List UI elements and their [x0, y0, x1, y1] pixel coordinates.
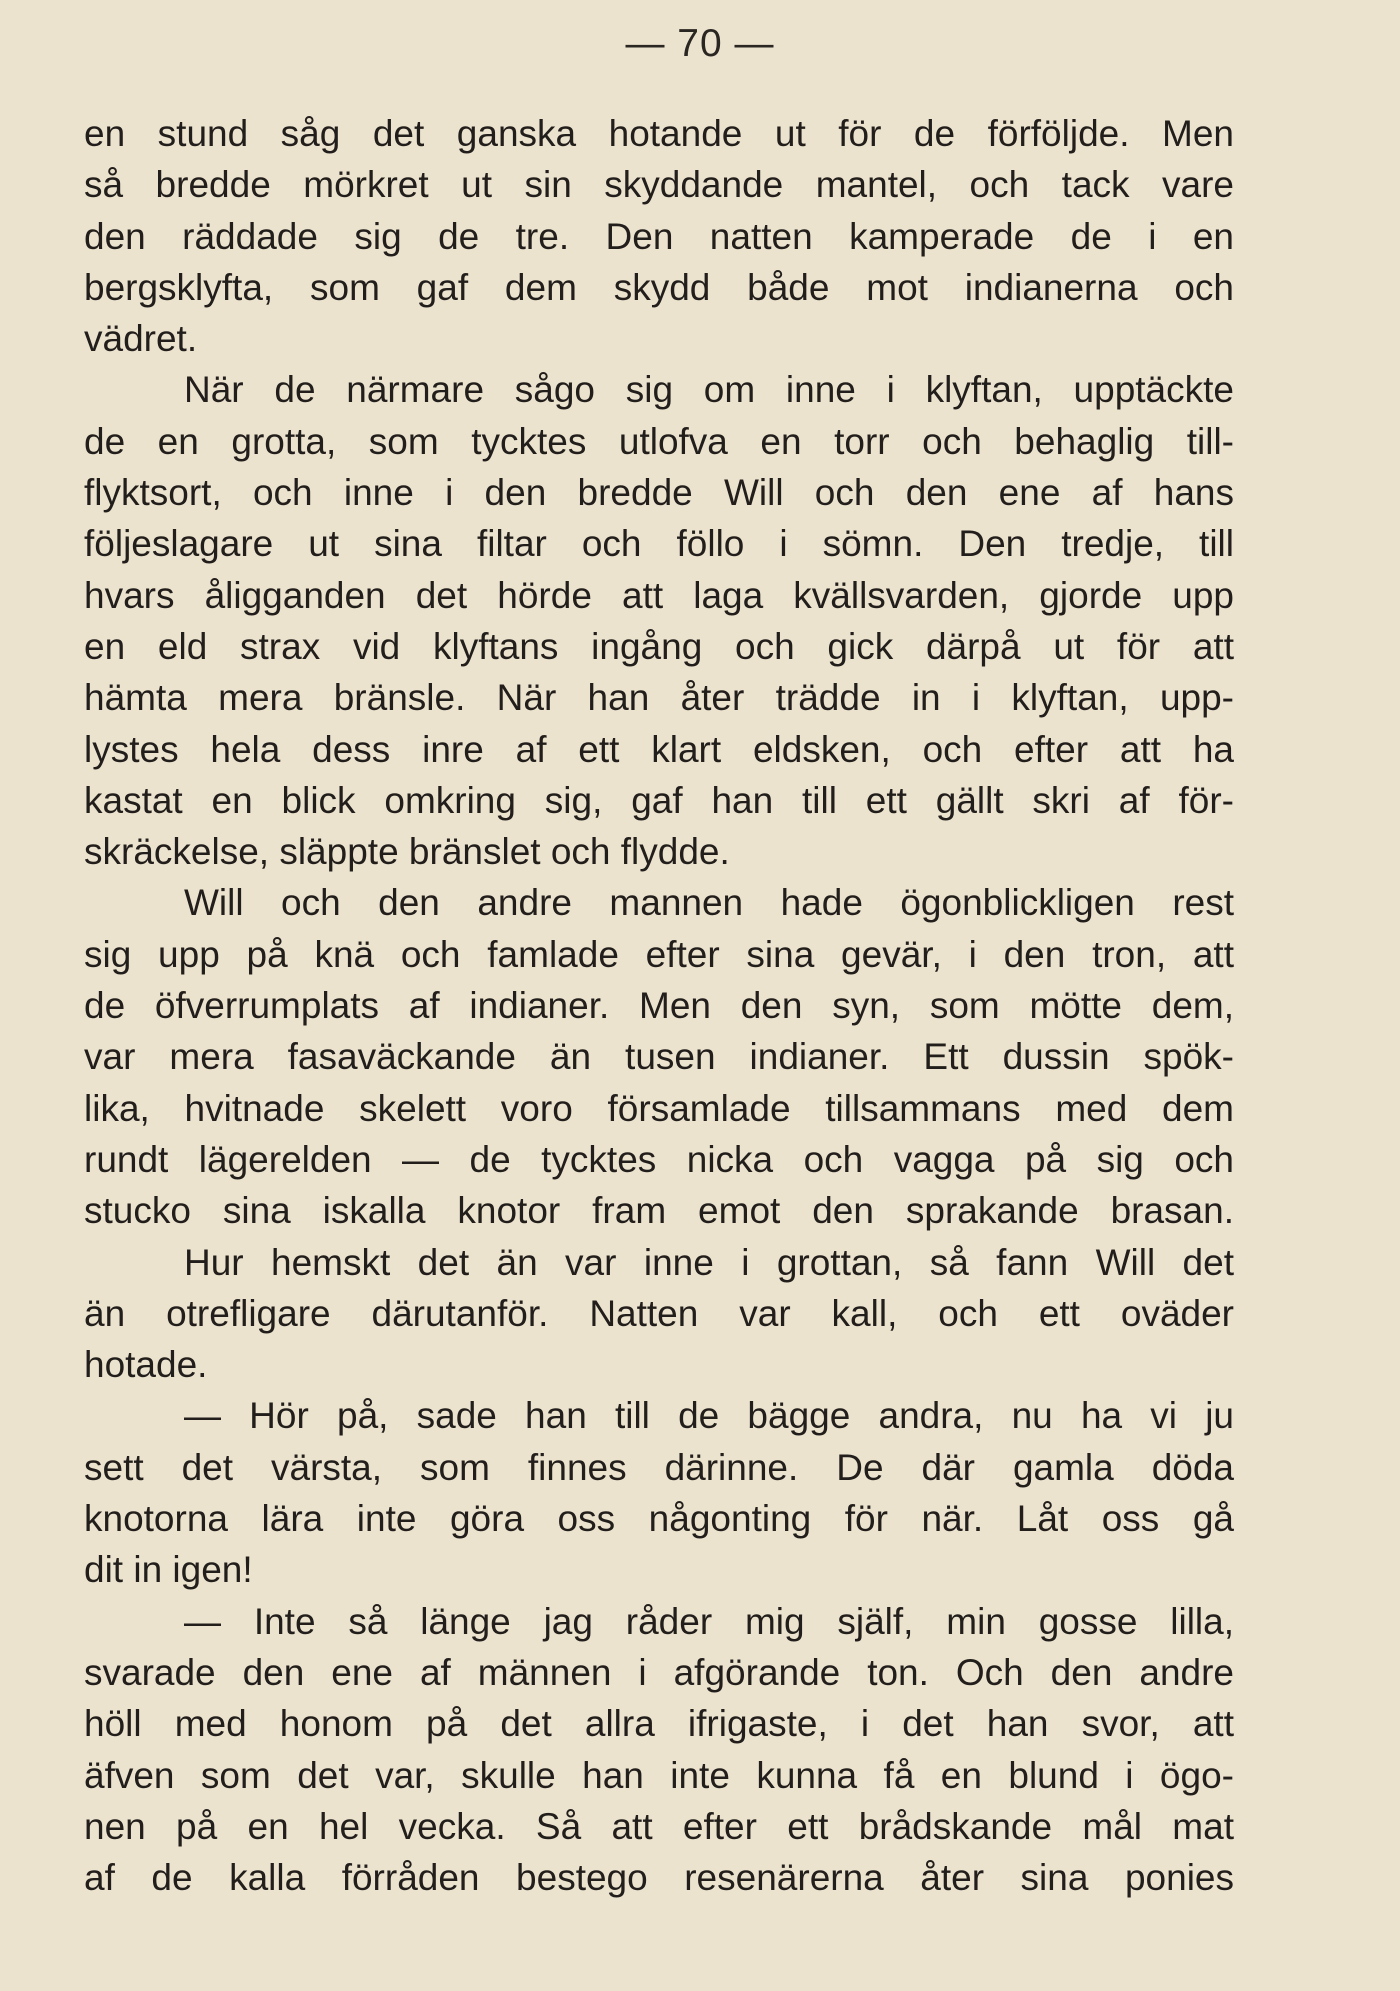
text-line: dit in igen! — [84, 1549, 253, 1591]
text-line: svarade den ene af männen i afgörande ton. Och den andre — [84, 1651, 1234, 1693]
text-line: lika, hvitnade skelett voro församlade tillsammans med dem — [84, 1087, 1234, 1129]
text-line: vädret. — [84, 318, 198, 360]
text-line: knotorna lära inte göra oss någonting för när. Låt oss gå — [84, 1498, 1234, 1540]
text-line: nen på en hel vecka. Så att efter ett brådskande mål mat — [84, 1805, 1234, 1847]
text-line: flyktsort, och inne i den bredde Will och den ene af hans — [84, 472, 1234, 514]
text-line: hotade. — [84, 1344, 208, 1386]
text-line: följeslagare ut sina filtar och föllo i sömn. Den tredje, till — [84, 523, 1234, 565]
text-line: När de närmare sågo sig om inne i klyftan, upptäckte — [184, 369, 1234, 411]
text-line: — Inte så länge jag råder mig själf, min gosse lilla, — [184, 1600, 1234, 1642]
text-line: än otrefligare därutanför. Natten var kall, och ett oväder — [84, 1292, 1234, 1334]
text-line: af de kalla förråden bestego resenärerna åter sina ponies — [84, 1857, 1234, 1899]
text-line: den räddade sig de tre. Den natten kamperade de i en — [84, 215, 1234, 257]
text-line: hämta mera bränsle. När han åter trädde in i klyftan, upp- — [84, 677, 1234, 719]
text-line: de öfverrumplats af indianer. Men den syn, som mötte dem, — [84, 985, 1234, 1027]
text-line: en eld strax vid klyftans ingång och gick därpå ut för att — [84, 625, 1234, 667]
text-line: kastat en blick omkring sig, gaf han till ett gällt skri af för- — [84, 779, 1234, 821]
body-text — [84, 108, 1234, 1903]
text-line: äfven som det var, skulle han inte kunna få en blund i ögo- — [84, 1754, 1234, 1796]
text-line: lystes hela dess inre af ett klart eldsken, och efter att ha — [84, 728, 1234, 770]
text-line: hvars åligganden det hörde att laga kvällsvarden, gjorde upp — [84, 574, 1234, 616]
text-line: rundt lägerelden — de tycktes nicka och vagga på sig och — [84, 1138, 1234, 1180]
text-line: bergsklyfta, som gaf dem skydd både mot indianerna och — [84, 266, 1234, 308]
text-line: skräckelse, släppte bränslet och flydde. — [84, 831, 730, 873]
text-line: — Hör på, sade han till de bägge andra, nu ha vi ju — [184, 1395, 1234, 1437]
text-line: en stund såg det ganska hotande ut för de förföljde. Men — [84, 113, 1234, 154]
text-line: sig upp på knä och famlade efter sina gevär, i den tron, att — [84, 933, 1234, 975]
text-line: Hur hemskt det än var inne i grottan, så fann Will det — [184, 1241, 1234, 1283]
page-number: — 70 — — [625, 22, 775, 65]
text-line: stucko sina iskalla knotor fram emot den sprakande brasan. — [84, 1190, 1234, 1232]
text-line: var mera fasaväckande än tusen indianer. Ett dussin spök- — [84, 1036, 1234, 1078]
text-line: så bredde mörkret ut sin skyddande mantel, och tack vare — [84, 164, 1234, 206]
text-line: höll med honom på det allra ifrigaste, i det han svor, att — [84, 1703, 1234, 1745]
text-line: sett det värsta, som finnes därinne. De där gamla döda — [84, 1446, 1234, 1488]
text-line: Will och den andre mannen hade ögonblickligen rest — [184, 882, 1234, 924]
text-line: de en grotta, som tycktes utlofva en torr och behaglig till- — [84, 420, 1234, 462]
